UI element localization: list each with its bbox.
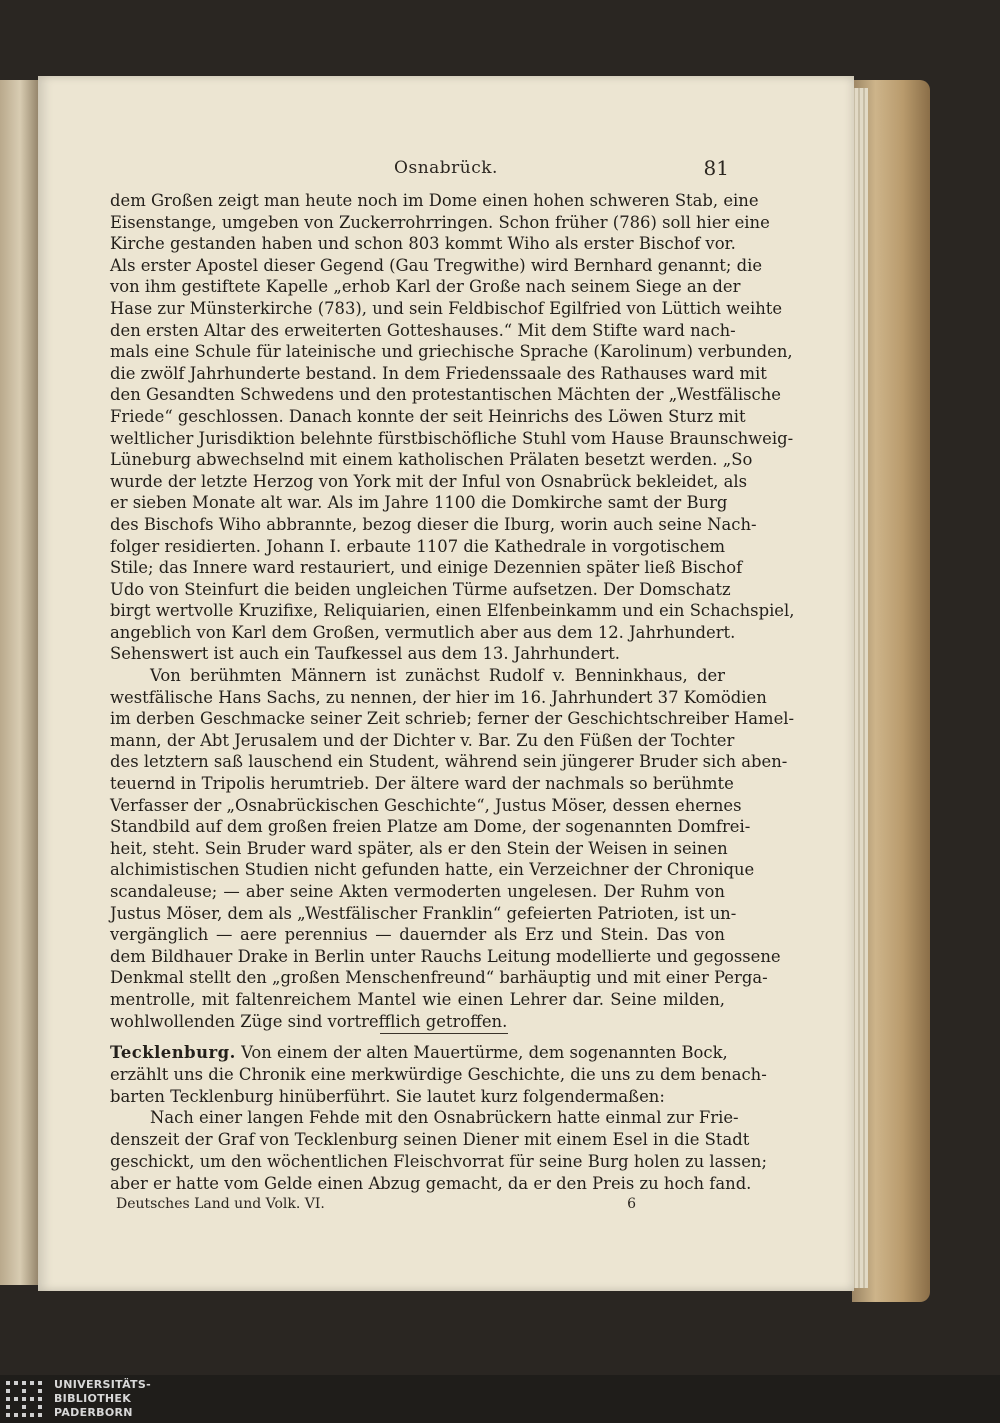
section-lines bbox=[110, 1064, 767, 1108]
text-line: Standbild auf dem großen freien Platze am Dome, der sogenannten Domfrei- bbox=[110, 817, 751, 837]
section-title: Tecklenburg. bbox=[110, 1043, 236, 1062]
text-line: Lüneburg abwechselnd mit einem katholischen Prälaten besetzt werden. „So bbox=[110, 450, 753, 470]
section-tecklenburg bbox=[110, 1042, 767, 1195]
text-line: mentrolle, mit faltenreichem Mantel wie einen Lehrer dar. Seine milden, bbox=[110, 989, 725, 1009]
text-line: des Bischofs Wiho abbrannte, bezog dieser die Iburg, worin auch seine Nach- bbox=[110, 514, 757, 534]
text-line: vergänglich — aere perennius — dauernder als Erz und Stein. Das von bbox=[110, 925, 725, 945]
library-bar bbox=[0, 1375, 1000, 1423]
text-line: mann, der Abt Jerusalem und der Dichter v. Bar. Zu den Füßen der Tochter bbox=[110, 730, 735, 750]
text-line: scandaleuse; — aber seine Akten vermoderten ungelesen. Der Ruhm von bbox=[110, 882, 725, 901]
text-line: Eisenstange, umgeben von Zuckerrohrringen. Schon früher (786) soll hier eine bbox=[110, 212, 770, 232]
text-line: denszeit der Graf von Tecklenburg seinen Diener mit einem Esel in die Stadt bbox=[110, 1130, 750, 1150]
text-line: erzählt uns die Chronik eine merkwürdige Geschichte, die uns zu dem benach- bbox=[110, 1064, 767, 1084]
text-line: den ersten Altar des erweiterten Gotteshauses.“ Mit dem Stifte ward nach- bbox=[110, 320, 736, 340]
footer-book-title: Deutsches Land und Volk. VI. bbox=[116, 1196, 325, 1212]
text-line: Kirche gestanden haben und schon 803 kommt Wiho als erster Bischof vor. bbox=[110, 234, 736, 254]
section-first-line-text: Von einem der alten Mauertürme, dem sogenannten Bock, bbox=[241, 1043, 728, 1062]
text-line: teuernd in Tripolis herumtrieb. Der ältere ward der nachmals so berühmte bbox=[110, 774, 734, 794]
text-line: barten Tecklenburg hinüberführt. Sie lautet kurz folgendermaßen: bbox=[110, 1086, 665, 1106]
text-line: Nach einer langen Fehde mit den Osnabrückern hatte einmal zur Frie- bbox=[150, 1108, 739, 1128]
text-line: folger residierten. Johann I. erbaute 1107 die Kathedrale in vorgotischem bbox=[110, 536, 725, 556]
text-line: Justus Möser, dem als „Westfälischer Franklin“ gefeierten Patrioten, ist un- bbox=[110, 903, 737, 923]
text-line: geschickt, um den wöchentlichen Fleischvorrat für seine Burg holen zu lassen; bbox=[110, 1151, 767, 1171]
text-line: die zwölf Jahrhunderte bestand. In dem Friedenssaale des Rathauses ward mit bbox=[110, 363, 767, 383]
text-line: Von berühmten Männern ist zunächst Rudolf v. Benninkhaus, der bbox=[150, 666, 725, 686]
left-page-edge bbox=[0, 80, 40, 1285]
text-line: wurde der letzte Herzog von York mit der Inful von Osnabrück bekleidet, als bbox=[110, 471, 748, 491]
text-line: Hase zur Münsterkirche (783), und sein Feldbischof Egilfried von Lüttich weihte bbox=[110, 298, 783, 318]
section-first-line bbox=[110, 1042, 728, 1064]
library-line-2: BIBLIOTHEK bbox=[54, 1392, 132, 1405]
section-divider bbox=[380, 1033, 508, 1034]
body-text bbox=[110, 190, 795, 1032]
text-line: er sieben Monate alt war. Als im Jahre 1100 die Domkirche samt der Burg bbox=[110, 493, 728, 513]
text-line: dem Großen zeigt man heute noch im Dome einen hohen schweren Stab, eine bbox=[110, 191, 759, 210]
text-line: von ihm gestiftete Kapelle „erhob Karl der Große nach seinem Siege an der bbox=[110, 277, 741, 297]
library-name bbox=[54, 1378, 151, 1420]
library-line-1: UNIVERSITÄTS- bbox=[54, 1378, 151, 1391]
page-footer bbox=[116, 1196, 636, 1218]
footer-signature: 6 bbox=[627, 1196, 636, 1212]
running-title: Osnabrück. bbox=[394, 158, 498, 178]
text-line: den Gesandten Schwedens und den protestantischen Mächten der „Westfälische bbox=[110, 385, 781, 405]
text-line: Verfasser der „Osnabrückischen Geschichte“, Justus Möser, dessen ehernes bbox=[110, 795, 742, 815]
paragraph-2 bbox=[110, 665, 795, 1032]
text-line: heit, steht. Sein Bruder ward später, als er den Stein der Weisen in seinen bbox=[110, 838, 728, 858]
text-line: im derben Geschmacke seiner Zeit schrieb; ferner der Geschichtschreiber Hamel- bbox=[110, 709, 795, 729]
library-line-3: PADERBORN bbox=[54, 1406, 133, 1419]
text-line: angeblich von Karl dem Großen, vermutlich aber aus dem 12. Jahrhundert. bbox=[110, 622, 736, 642]
paragraph-1 bbox=[110, 190, 795, 665]
section-paragraph-2 bbox=[110, 1107, 767, 1194]
text-line: wohlwollenden Züge sind vortrefflich getroffen. bbox=[110, 1011, 508, 1031]
text-line: Denkmal stellt den „großen Menschenfreund“ barhäuptig und mit einer Perga- bbox=[110, 968, 768, 988]
text-line: mals eine Schule für lateinische und griechische Sprache (Karolinum) verbunden, bbox=[110, 342, 793, 362]
text-line: weltlicher Jurisdiktion belehnte fürstbischöfliche Stuhl vom Hause Braunschweig- bbox=[110, 428, 794, 448]
page-number: 81 bbox=[703, 156, 729, 180]
library-logo-icon bbox=[0, 1375, 48, 1423]
text-line: Udo von Steinfurt die beiden ungleichen Türme aufsetzen. Der Domschatz bbox=[110, 579, 731, 599]
text-line: des letztern saß lauschend ein Student, während sein jüngerer Bruder sich aben- bbox=[110, 752, 788, 772]
page-header bbox=[38, 158, 854, 182]
text-line: Sehenswert ist auch ein Taufkessel aus dem 13. Jahrhundert. bbox=[110, 644, 621, 664]
text-line: westfälische Hans Sachs, zu nennen, der hier im 16. Jahrhundert 37 Komödien bbox=[110, 687, 767, 707]
text-line: dem Bildhauer Drake in Berlin unter Rauchs Leitung modellierte und gegossene bbox=[110, 946, 781, 966]
text-line: Stile; das Innere ward restauriert, und einige Dezennien später ließ Bischof bbox=[110, 558, 743, 578]
text-line: Als erster Apostel dieser Gegend (Gau Tregwithe) wird Bernhard genannt; die bbox=[110, 255, 763, 275]
text-line: Friede“ geschlossen. Danach konnte der seit Heinrichs des Löwen Sturz mit bbox=[110, 406, 746, 426]
text-line: aber er hatte vom Gelde einen Abzug gemacht, da er den Preis zu hoch fand. bbox=[110, 1173, 752, 1193]
text-line: alchimistischen Studien nicht gefunden hatte, ein Verzeichner der Chronique bbox=[110, 860, 755, 880]
text-line: birgt wertvolle Kruzifixe, Reliquiarien, einen Elfenbeinkamm und ein Schachspiel, bbox=[110, 601, 795, 621]
